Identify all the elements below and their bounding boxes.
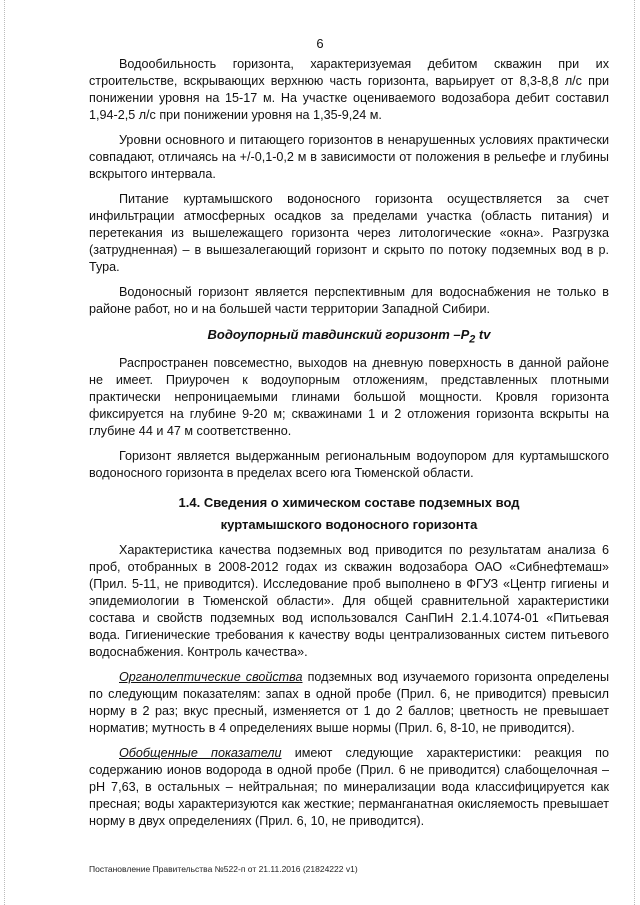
general-indicators-text: имеют следующие характеристики: реакция по содержанию ионов водорода в одной пробе (Прил. 6 не приводится) слабощелочная – pH 7,63, в остальных – нейтральная; по минерализации вода классифицируется как пресная; воды характеризуются как жесткие; перманганатная окисляемость превышает норму в двух определениях (Прил. 6, 10, не приводится). bbox=[89, 745, 609, 828]
subheading-text: Водоупорный тавдинский горизонт –P bbox=[207, 327, 470, 342]
general-indicators-term: Обобщенные показатели bbox=[119, 745, 282, 760]
paragraph-prospects: Водоносный горизонт является перспективным для водоснабжения не только в районе работ, но и на большей части территории Западной Сибири. bbox=[89, 285, 609, 316]
document-body bbox=[89, 56, 609, 838]
organoleptic-text: подземных вод изучаемого горизонта определены по следующим показателям: запах в одной пробе (Прил. 6, не приводится) превысил норму в 2 раз; вкус пресный, изменяется от 1 до 2 баллов; цветность не превышает норматив; мутность в 4 определениях выше нормы (Прил. 6, 8-10, не приводится). bbox=[89, 669, 609, 735]
paragraph-recharge: Питание куртамышского водоносного горизонта осуществляется за счет инфильтрации атмосферных осадков за пределами участка (область питания) и перетекания из вышележащего горизонта через литологические «окна». Разгрузка (затрудненная) – в вышезалегающий горизонт и скрыто по потоку подземных вод в р. Тура. bbox=[89, 192, 609, 274]
section-heading-line1: 1.4. Сведения о химическом составе подземных вод bbox=[178, 494, 520, 510]
subheading-tail: tv bbox=[475, 327, 491, 342]
scan-edge-right bbox=[634, 0, 636, 905]
subheading-aquitard bbox=[89, 326, 609, 349]
paragraph-quality-overview: Характеристика качества подземных вод приводится по результатам анализа 6 проб, отобранных в 2008-2012 годах из скважин водозабора ОАО «Сибнефтемаш» (Прил. 5-11, не приводится). Исследование проб выполнено в ФГУЗ «Центр гигиены и эпидемиологии в Тюменской области». Для общей сравнительной характеристики состава и свойств подземных вод использовался СанПиН 2.1.4.1074-01 «Питьевая вода. Гигиенические требования к качеству воды централизованных систем питьевого водоснабжения. Контроль качества». bbox=[89, 542, 609, 659]
section-heading-line2: куртамышского водоносного горизонта bbox=[220, 516, 478, 532]
paragraph-aquitard-extent: Распространен повсеместно, выходов на дневную поверхность в данной районе не имеет. Приурочен к водоупорным отложениям, представленных плотными практически непроницаемыми глинами большой мощности. Кровля горизонта фиксируется на глубине 9-20 м; скважинами 1 и 2 отложения горизонта вскрыты на глубине 44 и 47 м соответственно. bbox=[89, 355, 609, 438]
paragraph-organoleptic bbox=[89, 669, 609, 737]
page-number: 6 bbox=[316, 36, 324, 51]
paragraph-general-indicators bbox=[89, 745, 609, 830]
scan-edge-left bbox=[4, 0, 6, 905]
organoleptic-term: Органолептические свойства bbox=[119, 669, 303, 684]
document-footer: Постановление Правительства №522-п от 21.11.2016 (21824222 v1) bbox=[89, 864, 358, 874]
paragraph-aquitard-role: Горизонт является выдержанным региональным водоупором для куртамышского водоносного горизонта в пределах всего юга Тюменской области. bbox=[89, 448, 609, 480]
subheading-index: 2 bbox=[469, 333, 476, 346]
paragraph-levels: Уровни основного и питающего горизонтов в ненарушенных условиях практически совпадают, отличаясь на +/-0,1-0,2 м в зависимости от положения в рельефе и глубины вскрытого интервала. bbox=[89, 133, 609, 181]
paragraph-water-yield: Водообильность горизонта, характеризуемая дебитом скважин при их строительстве, вскрывающих верхнюю часть горизонта, варьирует от 8,3-8,8 л/с при понижении уровня на 15-17 м. На участке оцениваемого водозабора дебит составил 1,94-2,5 л/с при понижении уровня на 1,35-9,24 м. bbox=[89, 57, 609, 122]
